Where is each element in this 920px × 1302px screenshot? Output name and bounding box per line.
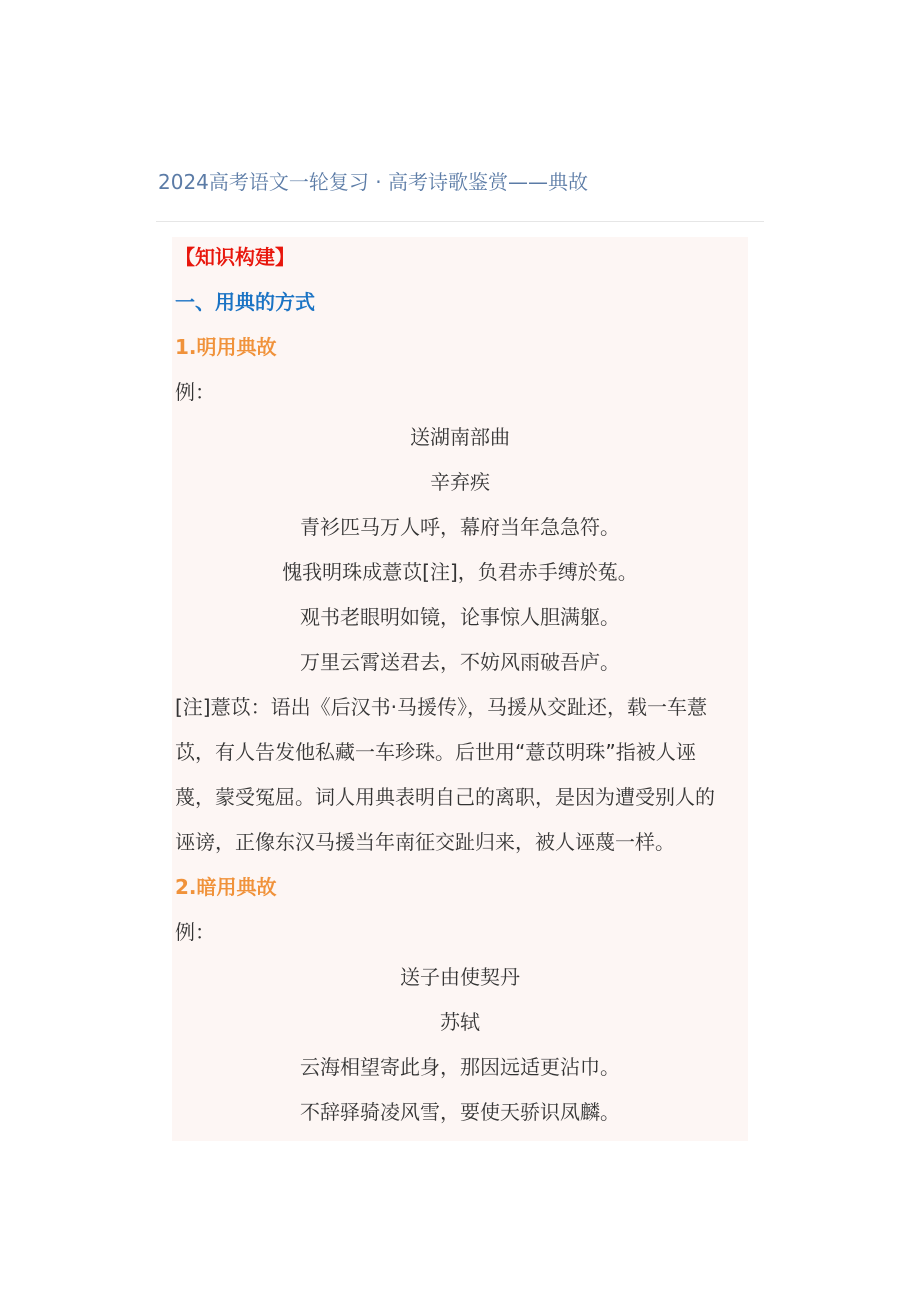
poem-line: 青衫匹马万人呼，幕府当年急急符。 (300, 515, 620, 539)
section-label: 【知识构建】 (175, 245, 295, 269)
poem-author: 辛弃疾 (430, 470, 490, 494)
note-line: [注]薏苡：语出《后汉书·马援传》，马援从交趾还，载一车薏 (175, 695, 707, 719)
poem-line: 万里云霄送君去，不妨风雨破吾庐。 (300, 650, 620, 674)
note-line: 苡，有人告发他私藏一车珍珠。后世用“薏苡明珠”指被人诬 (175, 740, 696, 764)
note-line: 蔑，蒙受冤屈。词人用典表明自己的离职，是因为遭受别人的 (175, 785, 715, 809)
poem-title: 送湖南部曲 (410, 425, 510, 449)
example-label: 例： (175, 920, 215, 944)
poem-author: 苏轼 (440, 1010, 480, 1034)
page-title: 2024高考语文一轮复习 · 高考诗歌鉴赏——典故 (158, 170, 588, 194)
subheading-explicit-allusion: 1.明用典故 (175, 335, 277, 359)
poem-line: 愧我明珠成薏苡[注]，负君赤手缚於菟。 (282, 560, 638, 584)
section-heading: 一、用典的方式 (175, 290, 315, 314)
content-box (172, 237, 748, 1141)
subheading-implicit-allusion: 2.暗用典故 (175, 875, 277, 899)
example-label: 例： (175, 380, 215, 404)
poem-title: 送子由使契丹 (400, 965, 520, 989)
poem-line: 不辞驿骑凌风雪，要使天骄识凤麟。 (300, 1100, 620, 1124)
poem-line: 观书老眼明如镜，论事惊人胆满躯。 (300, 605, 620, 629)
title-divider (156, 221, 764, 222)
note-line: 诬谤，正像东汉马援当年南征交趾归来，被人诬蔑一样。 (175, 830, 675, 854)
poem-line: 云海相望寄此身，那因远适更沾巾。 (300, 1055, 620, 1079)
